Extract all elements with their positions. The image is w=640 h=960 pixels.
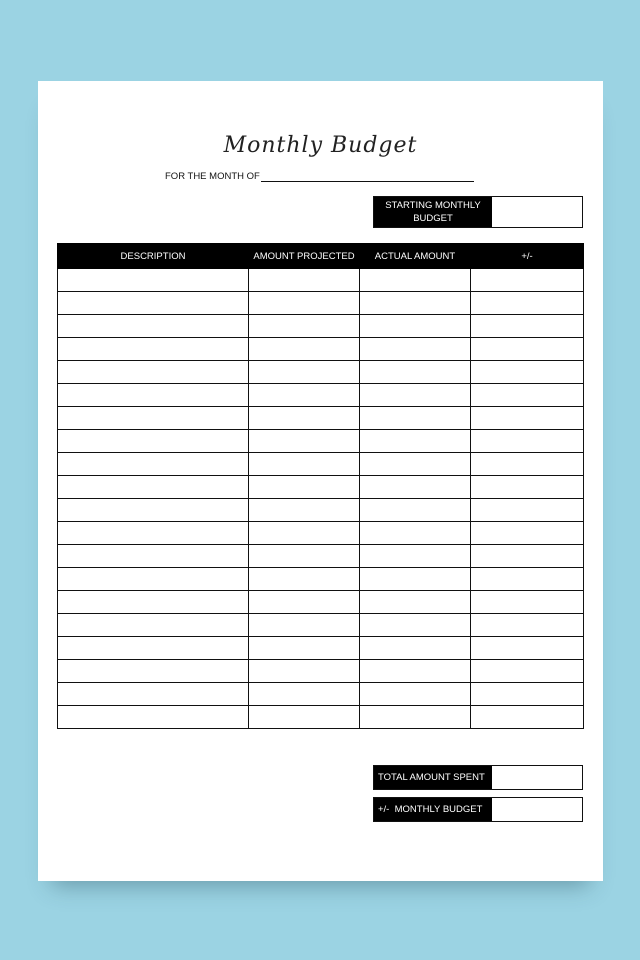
description-cell[interactable] — [58, 499, 249, 522]
amount-projected-cell[interactable] — [249, 591, 360, 614]
table-row — [58, 384, 584, 407]
starting-budget-input[interactable] — [492, 197, 582, 227]
plus-minus-cell[interactable] — [471, 591, 584, 614]
actual-amount-cell[interactable] — [360, 338, 471, 361]
table-row — [58, 361, 584, 384]
description-cell[interactable] — [58, 706, 249, 729]
description-cell[interactable] — [58, 361, 249, 384]
amount-projected-cell[interactable] — [249, 660, 360, 683]
description-cell[interactable] — [58, 292, 249, 315]
description-cell[interactable] — [58, 453, 249, 476]
plus-minus-cell[interactable] — [471, 568, 584, 591]
table-row — [58, 683, 584, 706]
actual-amount-cell[interactable] — [360, 545, 471, 568]
actual-amount-cell[interactable] — [360, 407, 471, 430]
plus-minus-cell[interactable] — [471, 545, 584, 568]
table-row — [58, 476, 584, 499]
actual-amount-cell[interactable] — [360, 430, 471, 453]
plus-minus-cell[interactable] — [471, 407, 584, 430]
table-row — [58, 637, 584, 660]
table-row — [58, 522, 584, 545]
page-title: Monthly Budget — [223, 133, 418, 158]
plus-minus-budget-label: +/- MONTHLY BUDGET — [374, 798, 492, 821]
table-row — [58, 292, 584, 315]
amount-projected-cell[interactable] — [249, 706, 360, 729]
plus-minus-cell[interactable] — [471, 706, 584, 729]
column-header-amount-projected: AMOUNT PROJECTED — [249, 244, 360, 269]
column-header-description: DESCRIPTION — [58, 244, 249, 269]
plus-minus-cell[interactable] — [471, 637, 584, 660]
table-row — [58, 499, 584, 522]
amount-projected-cell[interactable] — [249, 522, 360, 545]
description-cell[interactable] — [58, 315, 249, 338]
amount-projected-cell[interactable] — [249, 384, 360, 407]
description-cell[interactable] — [58, 476, 249, 499]
plus-minus-cell[interactable] — [471, 499, 584, 522]
starting-budget-box — [373, 196, 583, 228]
table-row — [58, 545, 584, 568]
budget-table — [57, 243, 584, 729]
description-cell[interactable] — [58, 430, 249, 453]
amount-projected-cell[interactable] — [249, 338, 360, 361]
amount-projected-cell[interactable] — [249, 407, 360, 430]
amount-projected-cell[interactable] — [249, 568, 360, 591]
table-row — [58, 591, 584, 614]
table-row — [58, 269, 584, 292]
actual-amount-cell[interactable] — [360, 499, 471, 522]
plus-minus-cell[interactable] — [471, 614, 584, 637]
plus-minus-cell[interactable] — [471, 269, 584, 292]
actual-amount-cell[interactable] — [360, 522, 471, 545]
description-cell[interactable] — [58, 591, 249, 614]
total-spent-box — [373, 765, 583, 790]
plus-minus-cell[interactable] — [471, 476, 584, 499]
plus-minus-budget-box — [373, 797, 583, 822]
amount-projected-cell[interactable] — [249, 361, 360, 384]
plus-minus-cell[interactable] — [471, 660, 584, 683]
amount-projected-cell[interactable] — [249, 614, 360, 637]
amount-projected-cell[interactable] — [249, 683, 360, 706]
actual-amount-cell[interactable] — [360, 637, 471, 660]
month-input-line[interactable] — [261, 171, 474, 182]
actual-amount-cell[interactable] — [360, 591, 471, 614]
table-row — [58, 706, 584, 729]
table-row — [58, 568, 584, 591]
column-header-actual-amount: ACTUAL AMOUNT — [360, 244, 471, 269]
plus-minus-cell[interactable] — [471, 430, 584, 453]
actual-amount-cell[interactable] — [360, 315, 471, 338]
amount-projected-cell[interactable] — [249, 453, 360, 476]
description-cell[interactable] — [58, 407, 249, 430]
table-row — [58, 407, 584, 430]
starting-budget-label: STARTING MONTHLY BUDGET — [374, 197, 492, 227]
month-label: FOR THE MONTH OF — [165, 171, 260, 182]
description-cell[interactable] — [58, 522, 249, 545]
amount-projected-cell[interactable] — [249, 269, 360, 292]
total-spent-label: TOTAL AMOUNT SPENT — [374, 766, 492, 789]
amount-projected-cell[interactable] — [249, 315, 360, 338]
actual-amount-cell[interactable] — [360, 683, 471, 706]
table-row — [58, 430, 584, 453]
plus-minus-cell[interactable] — [471, 338, 584, 361]
plus-minus-cell[interactable] — [471, 522, 584, 545]
amount-projected-cell[interactable] — [249, 476, 360, 499]
total-spent-input[interactable] — [492, 766, 582, 789]
amount-projected-cell[interactable] — [249, 499, 360, 522]
description-cell[interactable] — [58, 384, 249, 407]
actual-amount-cell[interactable] — [360, 568, 471, 591]
actual-amount-cell[interactable] — [360, 269, 471, 292]
description-cell[interactable] — [58, 269, 249, 292]
plus-minus-cell[interactable] — [471, 683, 584, 706]
column-header-plus-minus: +/- — [471, 244, 584, 269]
table-row — [58, 338, 584, 361]
plus-minus-cell[interactable] — [471, 453, 584, 476]
description-cell[interactable] — [58, 545, 249, 568]
amount-projected-cell[interactable] — [249, 545, 360, 568]
plus-minus-budget-input[interactable] — [492, 798, 582, 821]
amount-projected-cell[interactable] — [249, 430, 360, 453]
table-body — [58, 269, 584, 729]
description-cell[interactable] — [58, 660, 249, 683]
description-cell[interactable] — [58, 338, 249, 361]
month-field — [165, 171, 474, 182]
description-cell[interactable] — [58, 683, 249, 706]
table-row — [58, 315, 584, 338]
amount-projected-cell[interactable] — [249, 637, 360, 660]
actual-amount-cell[interactable] — [360, 614, 471, 637]
plus-minus-cell[interactable] — [471, 384, 584, 407]
actual-amount-cell[interactable] — [360, 453, 471, 476]
actual-amount-cell[interactable] — [360, 292, 471, 315]
plus-minus-cell[interactable] — [471, 315, 584, 338]
actual-amount-cell[interactable] — [360, 706, 471, 729]
table-row — [58, 453, 584, 476]
budget-sheet — [38, 81, 603, 881]
actual-amount-cell[interactable] — [360, 476, 471, 499]
actual-amount-cell[interactable] — [360, 384, 471, 407]
table-header-row — [58, 244, 584, 269]
description-cell[interactable] — [58, 637, 249, 660]
table-row — [58, 614, 584, 637]
amount-projected-cell[interactable] — [249, 292, 360, 315]
actual-amount-cell[interactable] — [360, 361, 471, 384]
table-row — [58, 660, 584, 683]
actual-amount-cell[interactable] — [360, 660, 471, 683]
plus-minus-cell[interactable] — [471, 292, 584, 315]
plus-minus-cell[interactable] — [471, 361, 584, 384]
description-cell[interactable] — [58, 568, 249, 591]
description-cell[interactable] — [58, 614, 249, 637]
